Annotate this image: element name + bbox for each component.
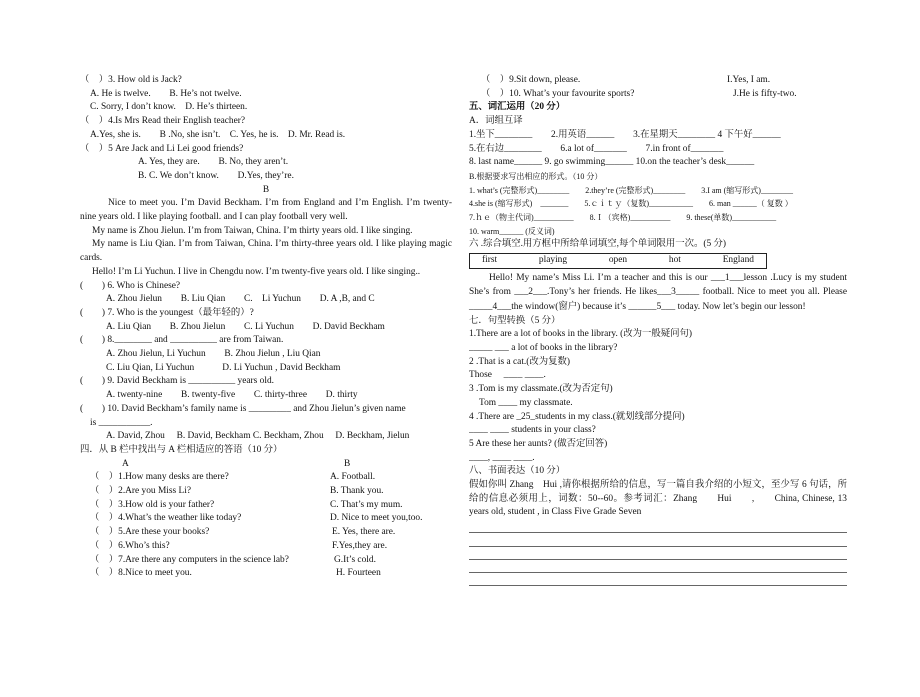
transform-3-answer: Tom ____ my classmate. (479, 397, 573, 408)
section-7-title: 七．句型转换（5 分） (469, 315, 561, 326)
word-box-item: open (608, 255, 628, 266)
q8-options-cd: C. Liu Qian, Li Yuchun D. Li Yuchun , David Beckham (106, 362, 341, 373)
q10-options: A. David, Zhou B. David, Beckham C. Beckham, Zhou D. Beckham, Jielun (106, 431, 410, 442)
match-b-item: C. That’s my mum. (330, 499, 403, 510)
writing-line (469, 520, 847, 533)
section-4-title: 四．从 B 栏中找出与 A 栏相适应的答语（10 分） (80, 444, 283, 455)
match-row-10 (469, 88, 847, 102)
question-10: ( ) 10. David Beckham’s family name is _________ and Zhou Jielun’s given name (80, 403, 406, 414)
match-a-item: （ ）3.How old is your father? (90, 499, 215, 510)
vocab-line-2: 5.在右边________ 6.a lot of_______ 7.in front of_______ (469, 143, 724, 154)
word-box-item: England (722, 255, 754, 266)
section-b-label: B (262, 184, 270, 195)
question-9: ( ) 9. David Beckham is __________ years old. (80, 376, 274, 387)
match-a-item: （ ）8.Nice to meet you. (90, 568, 192, 579)
transform-3: 3 .Tom is my classmate.(改为否定句) (469, 384, 613, 395)
match-a-item: （ ）1.How many desks are there? (90, 472, 229, 483)
q8-options-ab: A. Zhou Jielun, Li Yuchun B. Zhou Jielun , Liu Qian (106, 349, 321, 360)
matching-exercise (80, 471, 452, 581)
match-header (80, 458, 452, 472)
transform-2: 2 .That is a cat.(改为复数) (469, 356, 571, 367)
forms-line-1: 1. what’s (完整形式)________ 2.they’re (完整形式)________ 3.I am (缩写形式)________ (469, 185, 793, 195)
match-a-item: （ ）10. What’s your favourite sports? (481, 88, 635, 99)
match-b-item: E. Yes, there are. (332, 527, 396, 538)
section-8-title: 八、书面表达（10 分） (469, 466, 566, 477)
match-b-item: I.Yes, I am. (727, 75, 771, 85)
vocab-line-1: 1.坐下________ 2.用英语______ 3.在星期天________ 4 下午好______ (469, 129, 781, 140)
reading-paragraph-4: Hello! I’m Li Yuchun. I live in Chengdu now. I’m twenty-five years old. I like singing.. (92, 266, 421, 277)
question-7: ( ) 7. Who is the youngest（最年轻的）? (80, 307, 254, 318)
writing-line (469, 573, 847, 586)
forms-line-3: 7.ｈｅ（物主代词)__________ 8.Ｉ（宾格)__________ 9. these(单数)___________ (469, 213, 777, 223)
part-b-title: B.根据要求写出相应的形式。（10 分） (469, 171, 603, 181)
reading-paragraph-2: My name is Zhou Jielun. I’m from Taiwan, China. I’m thirty years old. I like singing. (92, 225, 413, 236)
q5-options-ab: A. Yes, they are. B. No, they aren’t. (138, 157, 289, 168)
writing-line (469, 560, 847, 573)
transform-2-answer: Those ____ ____. (469, 370, 546, 381)
writing-line (469, 547, 847, 560)
section-5-title: 五、词汇运用（20 分） (469, 102, 566, 113)
match-b-item: F.Yes,they are. (332, 540, 388, 551)
writing-line (469, 533, 847, 546)
writing-prompt: 假如你叫 Zhang Hui ,请你根据所给的信息，写一篇自我介绍的小短文，至少写 6 句话，所给的信息必须用上，词数：50--60。参考词汇：Zhang Hui , China, Chinese, 13 years old, student , in Class Five Grade Seven (469, 480, 847, 518)
match-b-item: G.It’s cold. (334, 554, 376, 565)
q5-options-cd: B. C. We don’t know. D.Yes, they’re. (138, 170, 294, 181)
match-b-item: B. Thank you. (330, 486, 384, 497)
left-column (80, 74, 452, 581)
section-6-title: 六 .综合填空.用方框中所给单词填空,每个单词限用一次。(5 分) (469, 239, 727, 250)
question-4: （ ）4.Is Mrs Read their English teacher? (80, 116, 246, 127)
transform-1-answer: _____ ___ a lot of books in the library? (469, 343, 618, 354)
word-box (469, 253, 767, 269)
cloze-passage: Hello! My name’s Miss Li. I’m a teacher and this is our ___1___lesson .Lucy is my student She’s from ___2___.Tony’s her friends. He likes___3_____ football. Nice to meet you all. Please _____4___the window(窗户) because it’s ______5___ today. Now let’s begin our lesson! (469, 272, 847, 313)
transform-4-answer: ____ ____ students in your class? (469, 425, 596, 436)
reading-paragraph-1: Nice to meet you. I’m David Beckham. I’m from England and I’m English. I’m twenty-nine years old. I like playing football. and I can play football very well. (80, 198, 452, 223)
writing-lines (469, 520, 847, 586)
question-3: （ ）3. How old is Jack? (80, 75, 182, 85)
question-6: ( ) 6. Who is Chinese? (80, 280, 181, 291)
transform-4: 4 .There are _25_students in my class.(就划线部分提问) (469, 411, 685, 422)
forms-line-2: 4.she is (缩写形式) _______ 5.ｃｉｔｙ（复数)___________ 6. man ______（ 复数 ） (469, 199, 793, 209)
match-b-item: A. Football. (330, 472, 376, 483)
match-b-item: H. Fourteen (336, 568, 381, 579)
q9-options: A. twenty-nine B. twenty-five C. thirty-three D. thirty (106, 390, 358, 401)
column-a-label: A (122, 458, 129, 469)
forms-line-4: 10. warm______ (反义词) (469, 226, 555, 236)
match-a-item: （ ）4.What’s the weather like today? (90, 513, 242, 524)
match-a-item: （ ）9.Sit down, please. (481, 75, 581, 85)
match-a-item: （ ）7.Are there any computers in the science lab? (90, 554, 289, 565)
transform-5-answer: ____, ____ ____. (469, 452, 535, 463)
q3-options-ab: A. He is twelve. B. He’s not twelve. (90, 88, 242, 99)
match-b-item: J.He is fifty-two. (733, 88, 797, 99)
column-b-label: B (344, 458, 351, 469)
match-column-a (80, 471, 330, 581)
match-row-9 (469, 74, 847, 88)
word-box-item: first (482, 255, 498, 266)
question-5: （ ）5 Are Jack and Li Lei good friends? (80, 143, 244, 154)
match-column-b (330, 471, 448, 581)
transform-1: 1.There are a lot of books in the library. (改为一般疑问句) (469, 329, 693, 340)
q3-options-cd: C. Sorry, I don’t know. D. He’s thirteen. (90, 102, 248, 113)
right-column (469, 74, 847, 586)
part-a-title: A．词组互译 (469, 116, 523, 127)
word-box-item: hot (668, 255, 681, 266)
question-10-cont: is ___________. (90, 417, 153, 428)
question-8: ( ) 8.________ and __________ are from Taiwan. (80, 335, 284, 346)
vocab-line-3: 8. last name______ 9. go swimming______ 10.on the teacher’s desk______ (469, 157, 755, 168)
reading-paragraph-3: My name is Liu Qian. I’m from Taiwan, China. I’m thirty-three years old. I like playing magic cards. (80, 239, 452, 264)
transform-5: 5 Are these her aunts? (做否定回答) (469, 438, 608, 449)
match-a-item: （ ）5.Are these your books? (90, 527, 210, 538)
match-a-item: （ ）6.Who’s this? (90, 540, 170, 551)
word-box-item: playing (538, 255, 568, 266)
q6-options: A. Zhou Jielun B. Liu Qian C. Li Yuchun D. A ,B, and C (106, 294, 375, 305)
match-b-item: D. Nice to meet you,too. (330, 513, 423, 524)
match-a-item: （ ）2.Are you Miss Li? (90, 486, 192, 497)
q4-options: A.Yes, she is. B .No, she isn’t. C. Yes, he is. D. Mr. Read is. (90, 129, 346, 140)
q7-options: A. Liu Qian B. Zhou Jielun C. Li Yuchun D. David Beckham (106, 321, 385, 332)
